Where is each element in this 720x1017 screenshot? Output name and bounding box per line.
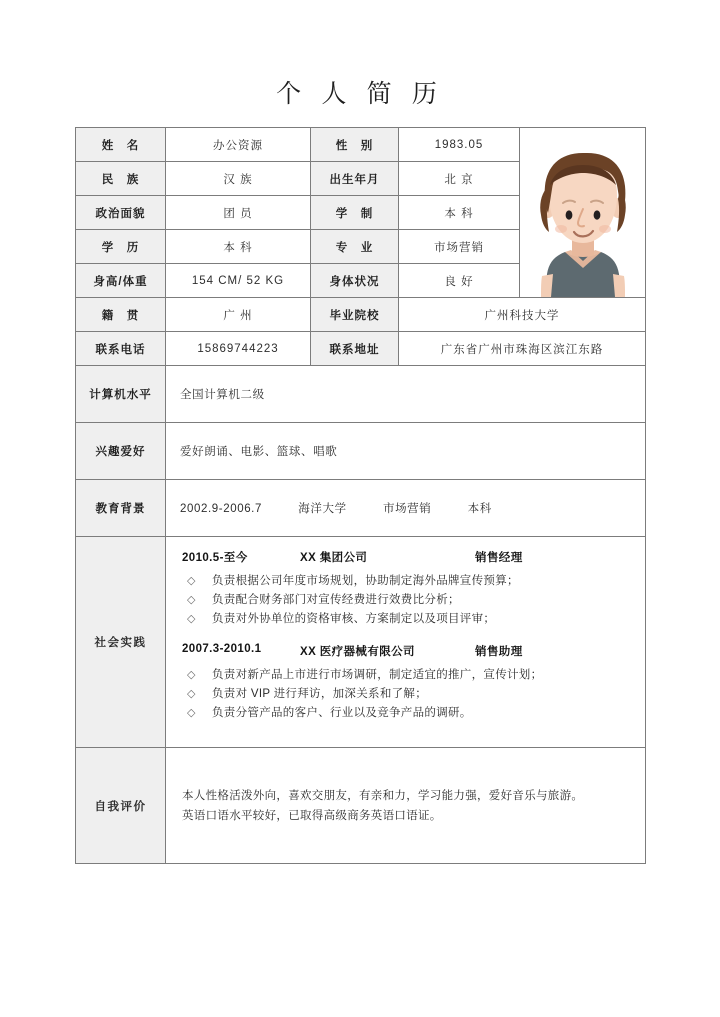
field-label-computer-skill: 计算机水平: [76, 366, 166, 423]
list-item: [182, 572, 635, 591]
diamond-bullet-icon: ◇: [187, 669, 196, 681]
field-label-health: 身体状况: [311, 264, 399, 298]
diamond-bullet-icon: ◇: [187, 707, 196, 719]
field-value-birthdate: 北 京: [399, 162, 520, 196]
field-label-experience: 社会实践: [76, 537, 166, 748]
experience-bullet-list: [182, 572, 635, 629]
diamond-bullet-icon: ◇: [187, 575, 196, 587]
field-label-self-evaluation: 自我评价: [76, 748, 166, 864]
field-value-political-status: 团 员: [166, 196, 311, 230]
experience-organization: XX 集团公司: [300, 552, 368, 564]
list-item: [182, 610, 635, 629]
field-value-hobbies: 爱好朗诵、电影、篮球、唱歌: [166, 423, 646, 480]
field-value-self-evaluation: [166, 748, 646, 864]
field-label-gender: 性 别: [311, 128, 399, 162]
field-label-education-background: 教育背景: [76, 480, 166, 537]
list-item-text: 负责分管产品的客户、行业以及竞争产品的调研。: [212, 707, 472, 719]
photo-cell: [520, 128, 646, 298]
field-value-education-level: 本 科: [166, 230, 311, 264]
table-row: [76, 480, 646, 537]
field-label-graduate-school: 毕业院校: [311, 298, 399, 332]
diamond-bullet-icon: ◇: [187, 594, 196, 606]
list-item-text: 负责对新产品上市进行市场调研，制定适宜的推广，宣传计划；: [212, 669, 543, 681]
experience-header: [182, 643, 635, 659]
self-evaluation-line: 英语口语水平较好，已取得高级商务英语口语证。: [182, 809, 442, 822]
field-value-major: 市场营销: [399, 230, 520, 264]
field-label-name: 姓 名: [76, 128, 166, 162]
page-title: 个 人 简 历: [276, 81, 444, 108]
field-value-hometown: 广 州: [166, 298, 311, 332]
field-value-experience: [166, 537, 646, 748]
field-value-gender: 1983.05: [399, 128, 520, 162]
field-label-political-status: 政治面貌: [76, 196, 166, 230]
list-item-text: 负责配合财务部门对宣传经费进行效费比分析；: [212, 594, 460, 606]
field-label-hometown: 籍 贯: [76, 298, 166, 332]
list-item-text: 负责根据公司年度市场规划，协助制定海外品牌宣传预算；: [212, 575, 519, 587]
field-label-major: 专 业: [311, 230, 399, 264]
list-item: [182, 704, 635, 723]
experience-entry: [182, 643, 635, 723]
field-label-address: 联系地址: [311, 332, 399, 366]
experience-bullet-list: [182, 666, 635, 723]
list-item-text: 负责对外协单位的资格审核、方案制定以及项目评审；: [212, 613, 496, 625]
field-label-birthdate: 出生年月: [311, 162, 399, 196]
experience-role: 销售经理: [475, 552, 523, 564]
field-value-name: 办公资源: [166, 128, 311, 162]
field-label-phone: 联系电话: [76, 332, 166, 366]
table-row-experience: [76, 537, 646, 748]
experience-organization: XX 医疗器械有限公司: [300, 646, 415, 658]
field-value-computer-skill: 全国计算机二级: [166, 366, 646, 423]
field-value-address: 广东省广州市珠海区滨江东路: [399, 332, 646, 366]
experience-role: 销售助理: [475, 646, 523, 658]
field-label-schooling-system: 学 制: [311, 196, 399, 230]
field-value-schooling-system: 本 科: [399, 196, 520, 230]
list-item: [182, 666, 635, 685]
field-value-phone: 15869744223: [166, 332, 311, 366]
experience-header: [182, 549, 635, 565]
field-label-height-weight: 身高/体重: [76, 264, 166, 298]
field-value-graduate-school: 广州科技大学: [399, 298, 646, 332]
self-evaluation-line: 本人性格活泼外向，喜欢交朋友，有亲和力，学习能力强，爱好音乐与旅游。: [182, 789, 584, 802]
avatar: [520, 128, 646, 297]
field-label-education-level: 学 历: [76, 230, 166, 264]
list-item-text: 负责对 VIP 进行拜访，加深关系和了解；: [212, 688, 428, 700]
avatar-portrait-icon: [524, 145, 642, 297]
table-row-self-evaluation: [76, 748, 646, 864]
table-row: [76, 366, 646, 423]
field-value-ethnicity: 汉 族: [166, 162, 311, 196]
list-item: [182, 591, 635, 610]
table-row: [76, 298, 646, 332]
field-value-health: 良 好: [399, 264, 520, 298]
experience-entry: [182, 549, 635, 629]
list-item: [182, 685, 635, 704]
field-value-education-background: 2002.9-2006.7 海洋大学 市场营销 本科: [166, 480, 646, 537]
diamond-bullet-icon: ◇: [187, 688, 196, 700]
field-value-height-weight: 154 CM/ 52 KG: [166, 264, 311, 298]
experience-date: 2007.3-2010.1: [182, 643, 262, 655]
diamond-bullet-icon: ◇: [187, 613, 196, 625]
resume-table: [75, 127, 646, 864]
table-row: [76, 332, 646, 366]
table-row: [76, 128, 646, 162]
experience-date: 2010.5-至今: [182, 552, 248, 564]
field-label-hobbies: 兴趣爱好: [76, 423, 166, 480]
field-label-ethnicity: 民 族: [76, 162, 166, 196]
table-row: [76, 423, 646, 480]
